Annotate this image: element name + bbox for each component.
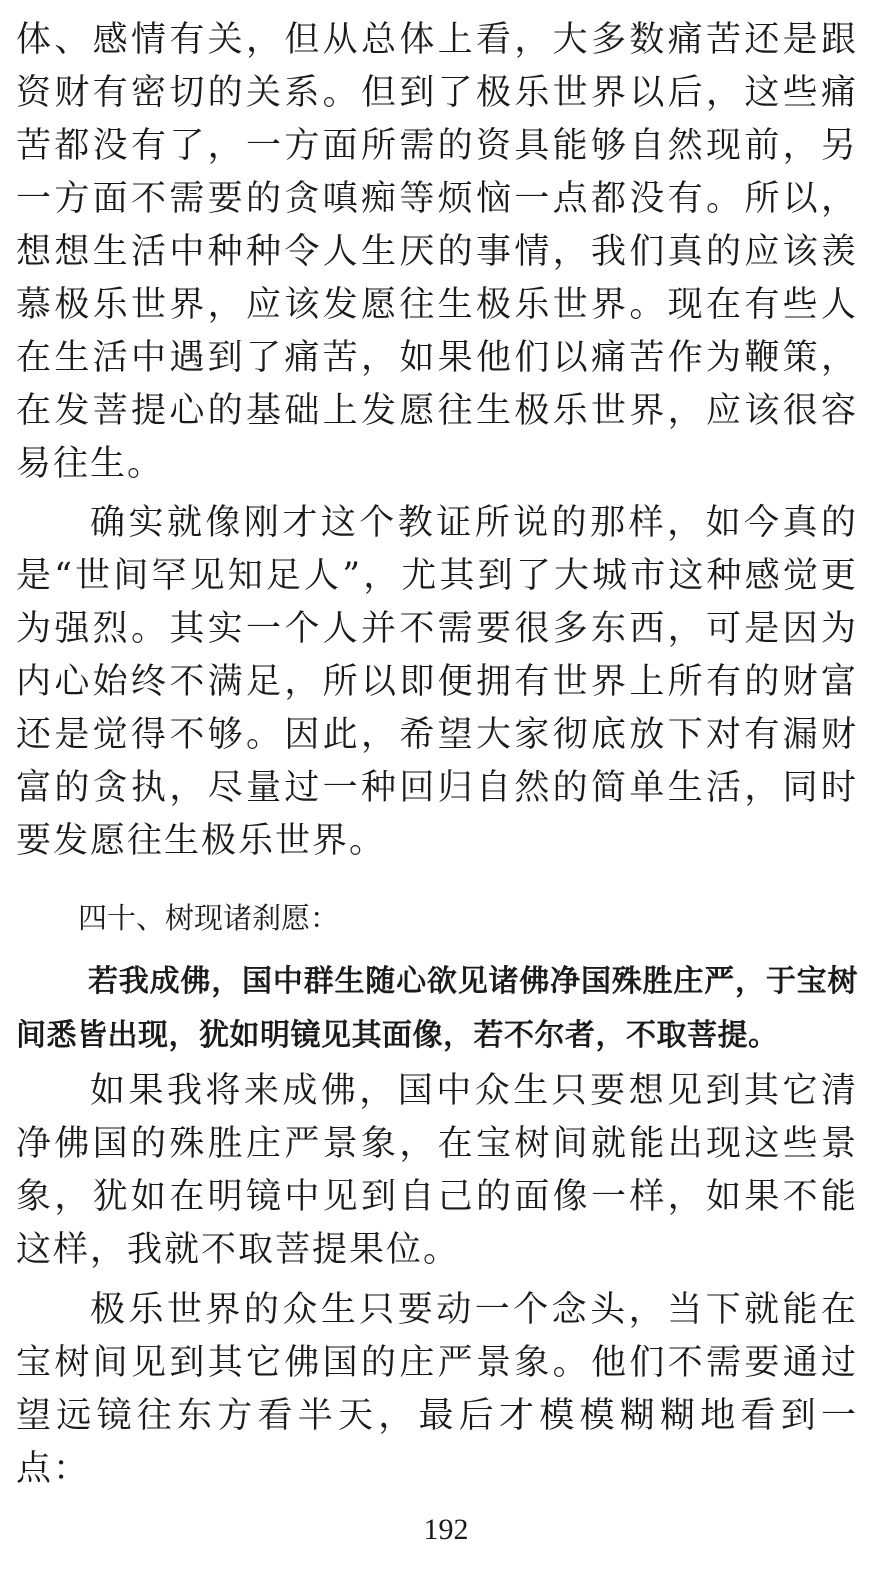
paragraph-seeing-buddha-lands: 极乐世界的众生只要动一个念头，当下就能在宝树间见到其它佛国的庄严景象。他们不需要通过望远镜往东方看半天，最后才模模糊糊地看到一点：	[16, 1290, 858, 1489]
page-number: 192	[423, 1513, 469, 1546]
section-heading-vow-40: 四十、树现诸刹愿：	[78, 901, 340, 935]
paragraph-vow-explanation: 如果我将来成佛，国中众生只要想见到其它清净佛国的殊胜庄严景象，在宝树间就能出现这些景象，犹如在明镜中见到自己的面像一样，如果不能这样，我就不取菩提果位。	[16, 1071, 858, 1270]
vow-text: 若我成佛，国中群生随心欲见诸佛净国殊胜庄严，于宝树间悉皆出现，犹如明镜见其面像，若不尔者，不取菩提。	[16, 964, 858, 1053]
paragraph-suffering-and-wealth: 体、感情有关，但从总体上看，大多数痛苦还是跟资财有密切的关系。但到了极乐世界以后，这些痛苦都没有了，一方面所需的资具能够自然现前，另一方面不需要的贪嗔痴等烦恼一点都没有。所以，想想生活中种种令人生厌的事情，我们真的应该羡慕极乐世界，应该发愿往生极乐世界。现在有些人在生活中遇到了痛苦，如果他们以痛苦作为鞭策，在发菩提心的基础上发愿往生极乐世界，应该很容易往生。	[16, 20, 858, 484]
paragraph-contentment: 确实就像刚才这个教证所说的那样，如今真的是“世间罕见知足人”，尤其到了大城市这种感觉更为强烈。其实一个人并不需要很多东西，可是因为内心始终不满足，所以即便拥有世界上所有的财富还是觉得不够。因此，希望大家彻底放下对有漏财富的贪执，尽量过一种回归自然的简单生活，同时要发愿往生极乐世界。	[16, 503, 858, 861]
